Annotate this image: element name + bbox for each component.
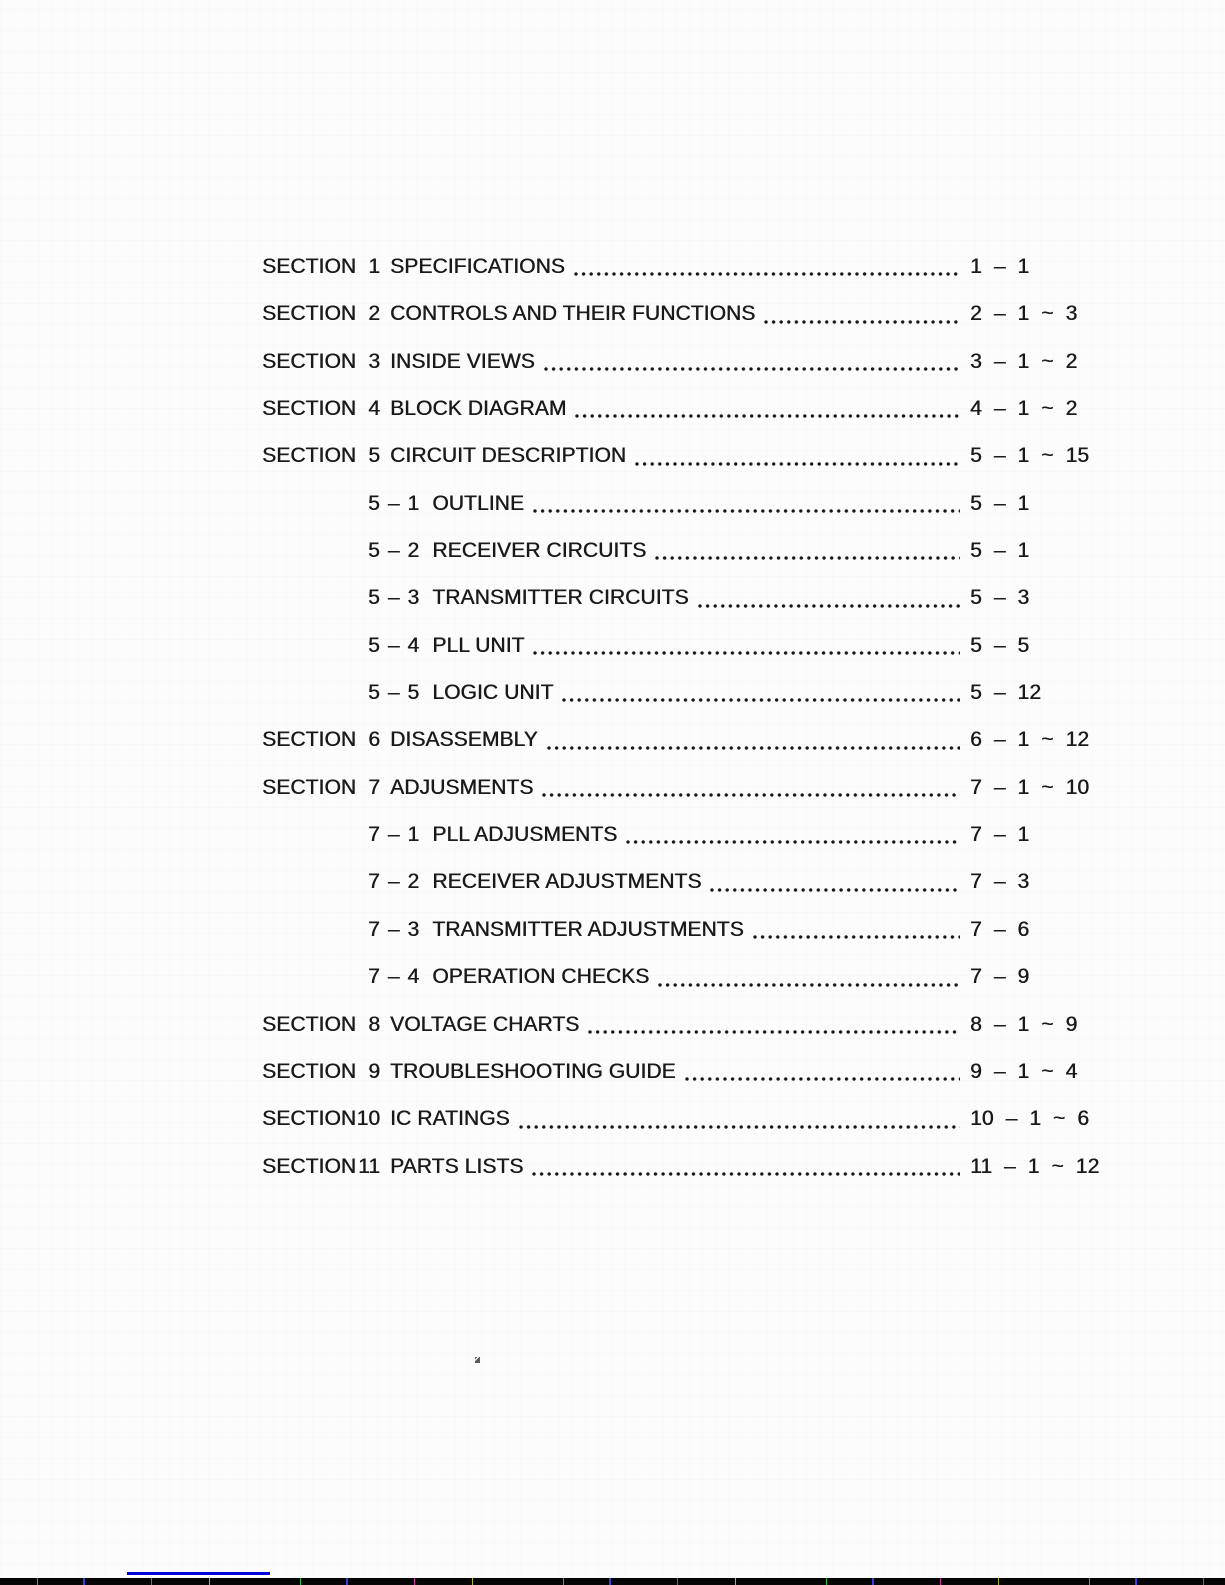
- dot-leader: [542, 793, 960, 797]
- section-number: 4: [368, 397, 380, 421]
- section-number: 11: [358, 1154, 380, 1178]
- section-number: 9: [368, 1059, 380, 1083]
- section-word: SECTION: [262, 397, 357, 421]
- toc-row-section-6: [262, 716, 1104, 763]
- subsection-number: 7 – 1: [368, 823, 420, 847]
- subsection-number: 5 – 3: [368, 586, 420, 610]
- dot-leader: [519, 1125, 960, 1129]
- section-word: SECTION: [262, 728, 357, 752]
- subsection-number: 7 – 4: [368, 965, 420, 989]
- ink-speck-artifact: [475, 1357, 480, 1363]
- toc-row-section-2: [262, 290, 1104, 337]
- toc-row-sub-5-2: [262, 527, 1104, 574]
- section-word: SECTION: [262, 775, 357, 799]
- section-title: TROUBLESHOOTING GUIDE: [390, 1059, 676, 1083]
- dot-leader: [532, 1172, 960, 1176]
- dot-leader: [533, 651, 960, 655]
- dot-leader: [574, 272, 960, 276]
- section-number: 6: [368, 728, 380, 752]
- page-ref: 5 – 3: [970, 586, 1030, 610]
- section-number: 7: [368, 775, 380, 799]
- page-ref: 3 – 1 ~ 2: [970, 349, 1078, 373]
- section-word: SECTION: [262, 1154, 357, 1178]
- subsection-number: 7 – 2: [368, 870, 420, 894]
- subsection-title: PLL UNIT: [432, 633, 525, 657]
- section-title: BLOCK DIAGRAM: [390, 397, 567, 421]
- subsection-title: OUTLINE: [432, 491, 524, 515]
- page-ref: 8 – 1 ~ 9: [970, 1012, 1078, 1036]
- toc-row-sub-5-5: [262, 669, 1104, 716]
- dot-leader: [635, 462, 960, 466]
- dot-leader: [588, 1030, 960, 1034]
- toc-row-section-11: [262, 1143, 1104, 1190]
- section-title: ADJUSMENTS: [390, 775, 534, 799]
- toc-row-sub-7-4: [262, 953, 1104, 1000]
- subsection-number: 5 – 1: [368, 491, 420, 515]
- page-ref: 7 – 1 ~ 10: [970, 775, 1089, 799]
- section-word: SECTION: [262, 255, 357, 278]
- subsection-number: 5 – 5: [368, 681, 420, 705]
- page-ref: 5 – 12: [970, 681, 1041, 705]
- toc-row-section-1: [262, 243, 1104, 290]
- dot-leader: [710, 888, 960, 892]
- section-number: 2: [368, 302, 380, 326]
- subsection-title: RECEIVER CIRCUITS: [432, 539, 647, 563]
- section-number: 10: [356, 1107, 380, 1131]
- section-title: IC RATINGS: [390, 1107, 510, 1131]
- subsection-number: 5 – 2: [368, 539, 420, 563]
- dot-leader: [753, 935, 960, 939]
- section-number: 5: [368, 444, 380, 468]
- dot-leader: [562, 698, 960, 702]
- page-ref: 5 – 5: [970, 633, 1030, 657]
- dot-leader: [575, 414, 960, 418]
- page-ref: 10 – 1 ~ 6: [970, 1107, 1089, 1131]
- toc-row-section-4: [262, 385, 1104, 432]
- section-word: SECTION: [262, 444, 357, 468]
- toc-row-section-9: [262, 1048, 1104, 1095]
- toc-row-section-3: [262, 338, 1104, 385]
- toc-row-section-8: [262, 1001, 1104, 1048]
- subsection-title: TRANSMITTER CIRCUITS: [432, 586, 689, 610]
- page-ref: 2 – 1 ~ 3: [970, 302, 1078, 326]
- section-title: VOLTAGE CHARTS: [390, 1012, 580, 1036]
- toc-row-sub-5-4: [262, 622, 1104, 669]
- subsection-title: TRANSMITTER ADJUSTMENTS: [432, 917, 744, 941]
- toc-row-section-5: [262, 432, 1104, 479]
- page-ref: 7 – 3: [970, 870, 1030, 894]
- section-word: SECTION: [262, 1012, 357, 1036]
- dot-leader: [533, 509, 960, 513]
- page-ref: 7 – 6: [970, 917, 1030, 941]
- subsection-title: RECEIVER ADJUSTMENTS: [432, 870, 702, 894]
- dot-leader: [698, 604, 960, 608]
- dot-leader: [655, 556, 960, 560]
- page-ref: 7 – 1: [970, 823, 1030, 847]
- dot-leader: [544, 367, 960, 371]
- page-ref: 5 – 1 ~ 15: [970, 444, 1089, 468]
- section-number: 8: [368, 1012, 380, 1036]
- section-word: SECTION: [262, 1107, 357, 1131]
- toc-row-sub-5-3: [262, 574, 1104, 621]
- page-ref: 5 – 1: [970, 539, 1030, 563]
- page-ref: 11 – 1 ~ 12: [970, 1154, 1100, 1178]
- toc-row-sub-7-2: [262, 858, 1104, 905]
- page-ref: 9 – 1 ~ 4: [970, 1059, 1078, 1083]
- subsection-title: PLL ADJUSMENTS: [432, 823, 618, 847]
- subsection-title: LOGIC UNIT: [432, 681, 554, 705]
- section-title: CONTROLS AND THEIR FUNCTIONS: [390, 302, 756, 326]
- toc-row-sub-7-3: [262, 906, 1104, 953]
- page-ref: 4 – 1 ~ 2: [970, 397, 1078, 421]
- subsection-title: OPERATION CHECKS: [432, 965, 650, 989]
- section-title: DISASSEMBLY: [390, 728, 538, 752]
- section-word: SECTION: [262, 302, 357, 326]
- scan-edge-bar: [0, 1578, 1225, 1585]
- section-title: SPECIFICATIONS: [390, 255, 565, 278]
- section-word: SECTION: [262, 1059, 357, 1083]
- dot-leader: [658, 983, 960, 987]
- section-title: PARTS LISTS: [390, 1154, 524, 1178]
- page-ref: 5 – 1: [970, 491, 1030, 515]
- table-of-contents: [262, 243, 1104, 1190]
- section-number: 1: [368, 255, 380, 278]
- toc-row-section-7: [262, 764, 1104, 811]
- page-ref: 7 – 9: [970, 965, 1030, 989]
- dot-leader: [764, 320, 960, 324]
- section-title: CIRCUIT DESCRIPTION: [390, 444, 627, 468]
- dot-leader: [685, 1077, 960, 1081]
- toc-row-section-10: [262, 1095, 1104, 1142]
- subsection-number: 5 – 4: [368, 633, 420, 657]
- toc-row-sub-5-1: [262, 480, 1104, 527]
- page-ref: 6 – 1 ~ 12: [970, 728, 1089, 752]
- toc-row-sub-7-1: [262, 811, 1104, 858]
- subsection-number: 7 – 3: [368, 917, 420, 941]
- section-number: 3: [368, 349, 380, 373]
- dot-leader: [547, 746, 960, 750]
- section-title: INSIDE VIEWS: [390, 349, 535, 373]
- page-ref: 1 – 1: [970, 255, 1030, 278]
- section-word: SECTION: [262, 349, 357, 373]
- dot-leader: [626, 840, 960, 844]
- scan-artifact-blue-line: [127, 1572, 270, 1575]
